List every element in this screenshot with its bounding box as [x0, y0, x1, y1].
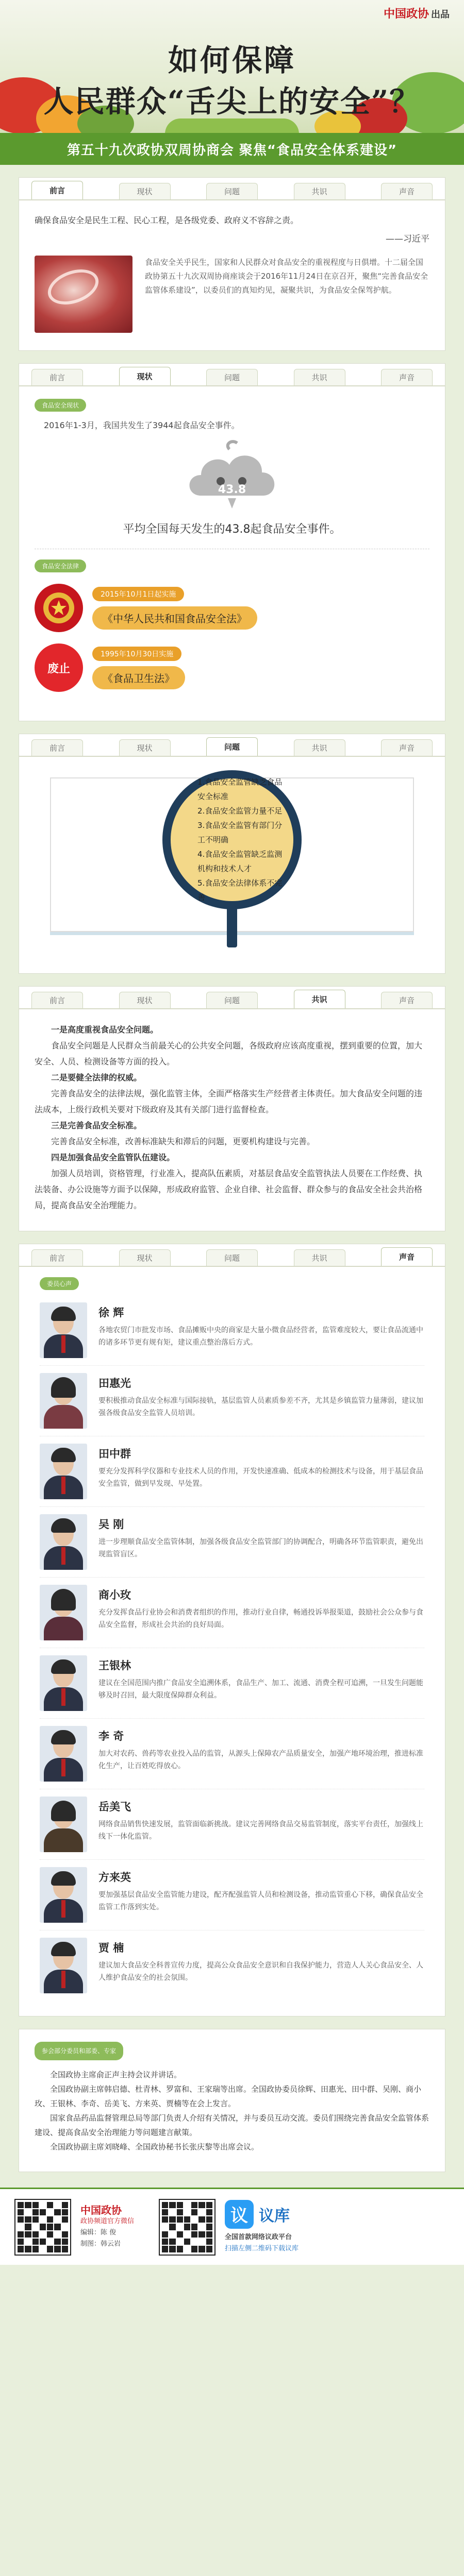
tab-problems[interactable]: 问题 [206, 1249, 258, 1266]
voice-item [40, 1648, 424, 1719]
consensus-paragraph: 加强人员培训，资格管理，行业准入，提高队伍素质，对基层食品安全监管执法人员要在工作经费、执法装备、办公设施等方面予以保障，形成政府监管、企业自律、社会监督、群众参与的食品安全社会共治格局，提高食品安全治理能力。 [35, 1168, 423, 1210]
page-title-line1: 如何保障 [168, 43, 296, 78]
voice-name: 岳美飞 [98, 1801, 131, 1813]
tab-status[interactable]: 现状 [119, 183, 171, 199]
law-name: 《中华人民共和国食品安全法》 [92, 606, 257, 630]
tab-bar [19, 987, 445, 1009]
law-item [35, 584, 429, 632]
voice-item [40, 1789, 424, 1860]
avatar [40, 1373, 87, 1429]
voice-name: 商小玫 [98, 1589, 131, 1601]
section-tag: 委员心声 [40, 1277, 79, 1290]
voice-text: 建议在全国范围内推广食品安全追溯体系，食品生产、加工、流通、消费全程可追溯，一旦发生问题能够及时召回，最大限度保障群众利益。 [98, 1679, 423, 1700]
ku-sub2: 扫描左侧二维码下载议库 [225, 2244, 299, 2252]
tab-preface[interactable]: 前言 [31, 181, 83, 199]
voice-text: 要积极推动食品安全标准与国际接轨，基层监管人员素质参差不齐，尤其是乡镇监管力量薄弱，建议加强各级食品安全监管人员培训。 [98, 1397, 423, 1417]
consensus-card [19, 986, 445, 1231]
problem-item: 善 [197, 893, 206, 902]
law-date-pill: 1995年10月30日实施 [92, 647, 181, 661]
law-name: 《食品卫生法》 [92, 666, 185, 689]
avatar [40, 1444, 87, 1499]
footer-editor: 编辑：陈 俊 [80, 2228, 117, 2236]
law-date-pill: 2015年10月1日起实施 [92, 587, 184, 601]
voices-card [19, 1244, 445, 2016]
voice-name: 方来英 [98, 1871, 131, 1884]
footer-designer: 制图：韩云岩 [80, 2240, 121, 2248]
avatar [40, 1585, 87, 1640]
tab-consensus[interactable]: 共识 [294, 1249, 345, 1266]
tab-preface[interactable]: 前言 [31, 1249, 83, 1266]
preface-intro: 食品安全关乎民生，国家和人民群众对食品安全的重视程度与日俱增。十二届全国政协第五十九次双周协商座谈会于2016年11月24日在京召开，聚焦“完善食品安全监管体系建设”，以委员们的真知灼见，凝聚共识，为食品安全保驾护航。 [145, 258, 428, 295]
avatar [40, 1302, 87, 1358]
voice-text: 进一步理顺食品安全监管体制，加强各级食品安全监管部门的协调配合，明确各环节监管职责，避免出现监管盲区。 [98, 1538, 423, 1558]
voice-text: 充分发挥食品行业协会和消费者组织的作用，推动行业自律，畅通投诉举报渠道，鼓励社会公众参与食品安全监督，形成社会共治的良好局面。 [98, 1608, 423, 1629]
tab-bar [19, 364, 445, 386]
participants-card [19, 2029, 445, 2172]
voice-item [40, 1719, 424, 1789]
ku-logo-icon: 议 [225, 2200, 254, 2229]
participants-paragraph: 全国政协主席俞正声主持会议并讲话。 [50, 2070, 182, 2079]
problem-item: 1.食品安全监管缺乏食品 [197, 777, 283, 787]
tab-bar [19, 734, 445, 757]
meat-image [35, 256, 132, 333]
tab-problems[interactable]: 问题 [206, 737, 258, 756]
participants-paragraph: 全国政协副主席韩启德、杜青林、罗富和、王家瑞等出席。全国政协委员徐辉、田惠光、田中群、吴刚、商小玫、王银林、李奇、岳美飞、方来英、贾楠等在会上发言。 [35, 2084, 422, 2108]
voice-text: 网络食品销售快速发展，监管面临新挑战。建议完善网络食品交易监管制度，落实平台责任，加强线上线下一体化监管。 [98, 1820, 423, 1841]
tab-bar [19, 1244, 445, 1267]
voice-text: 各地农贸门市批发市场、食品摊贩中央的商家是大量小微食品经营者，监管难度较大，要让食品流通中的诸多环节更有规有矩，建议重点整治落后方式。 [98, 1326, 423, 1347]
problems-list [171, 778, 293, 901]
problem-item: 机构和技术人才 [197, 864, 252, 873]
magnifier-handle [227, 906, 237, 947]
page-title-line2: 人民群众“舌尖上的安全”？ [43, 84, 421, 119]
avatar [40, 1726, 87, 1782]
avatar [40, 1867, 87, 1923]
consensus-paragraph: 完善食品安全标准，改善标准缺失和滞后的问题，更要机构建设与完善。 [51, 1137, 316, 1146]
smoke-cloud-icon [180, 439, 284, 516]
national-emblem-icon [35, 584, 83, 632]
qr-code-icon[interactable] [159, 2199, 216, 2256]
consensus-paragraph: 食品安全问题是人民群众当前最关心的公共安全问题，各级政府应该高度重视，摆到重要的位置，加大安全、人员、检测设备等方面的投入。 [35, 1041, 423, 1066]
tab-status[interactable]: 现状 [119, 739, 171, 756]
ku-title: 议库 [259, 2207, 290, 2225]
tab-preface[interactable]: 前言 [31, 992, 83, 1008]
cloud-value: 43.8 [218, 483, 246, 496]
ku-block [225, 2200, 299, 2255]
meeting-band [0, 133, 464, 165]
problem-item: 4.食品安全监管缺乏监测 [197, 850, 283, 859]
stat-caption: 平均全国每天发生的43.8起食品安全事件。 [123, 523, 341, 536]
voice-item [40, 1578, 424, 1648]
problem-item: 3.食品安全监管有部门分 [197, 821, 283, 830]
preface-quote: 确保食品安全是民生工程、民心工程，是各级党委、政府义不容辞之责。 [35, 215, 299, 225]
voice-name: 李 奇 [98, 1730, 124, 1742]
voice-item [40, 1507, 424, 1578]
voice-name: 王银林 [98, 1659, 131, 1672]
consensus-heading: 四是加强食品安全监管队伍建设。 [51, 1153, 175, 1162]
problem-item: 安全标准 [197, 792, 229, 801]
footer-brand-sub: 政协频道官方微信 [80, 2217, 135, 2225]
tab-consensus[interactable]: 共识 [294, 183, 345, 199]
voice-text: 加大对农药、兽药等农业投入品的监管，从源头上保障农产品质量安全，加强产地环境治理，推进标准化生产，让百姓吃得放心。 [98, 1750, 423, 1770]
voice-name: 田中群 [98, 1448, 131, 1460]
tab-consensus[interactable]: 共识 [294, 990, 345, 1008]
problems-card [19, 734, 445, 974]
tab-voices[interactable]: 声音 [381, 992, 433, 1008]
voice-text: 要充分发挥科学仪器和专业技术人员的作用，开发快速准确、低成本的检测技术与设备，用于基层食品安全监管，做到早发现、早处置。 [98, 1467, 423, 1488]
section-tag: 食品安全现状 [35, 399, 86, 412]
participants-paragraph: 全国政协副主席刘晓峰、全国政协秘书长张庆黎等出席会议。 [50, 2142, 259, 2151]
tab-voices[interactable]: 声音 [381, 1247, 433, 1266]
problem-item: 5.食品安全法律体系不完 [197, 878, 283, 888]
footer-brand: 中国政协 [80, 2204, 122, 2216]
consensus-heading: 三是完善食品安全标准。 [51, 1121, 142, 1130]
consensus-text [19, 1009, 445, 1231]
section-tag: 食品安全法律 [35, 560, 86, 572]
tab-consensus[interactable]: 共识 [294, 739, 345, 756]
tab-problems[interactable]: 问题 [206, 992, 258, 1008]
tab-voices[interactable]: 声音 [381, 739, 433, 756]
repealed-badge: 废止 [35, 643, 83, 692]
voice-name: 贾 楠 [98, 1942, 124, 1954]
participants-paragraph: 国家食品药品监督管理总局等部门负责人介绍有关情况，并与委员互动交流。委员们围绕完善食品安全监管体系建设、提高食品安全治理能力等问题建言献策。 [35, 2113, 429, 2137]
tab-status[interactable]: 现状 [119, 367, 171, 385]
status-card [19, 363, 445, 721]
voice-item [40, 1366, 424, 1436]
voice-item [40, 1295, 424, 1366]
avatar [40, 1655, 87, 1711]
voice-text: 要加强基层食品安全监管能力建设，配齐配强监管人员和检测设备，推动监管重心下移，确保食品安全监管工作落到实处。 [98, 1891, 423, 1911]
magnifier-icon [162, 770, 302, 909]
stat-line: 2016年1-3月，我国共发生了3944起食品安全事件。 [44, 420, 240, 430]
tab-status[interactable]: 现状 [119, 992, 171, 1008]
brand-logo: 中国政协 出品 [383, 8, 450, 21]
voice-item [40, 1436, 424, 1507]
tab-bar [19, 178, 445, 200]
problem-item: 工不明确 [197, 835, 229, 844]
avatar [40, 1938, 87, 1993]
avatar [40, 1514, 87, 1570]
tab-preface[interactable]: 前言 [31, 369, 83, 385]
footer [0, 2188, 464, 2265]
tab-consensus[interactable]: 共识 [294, 369, 345, 385]
ku-sub: 全国首款网络议政平台 [225, 2233, 292, 2241]
tab-voices[interactable]: 声音 [381, 369, 433, 385]
voice-text: 建议加大食品安全科普宣传力度，提高公众食品安全意识和自我保护能力，营造人人关心食品安全、人人维护食品安全的社会氛围。 [98, 1961, 423, 1982]
voice-item [40, 1860, 424, 1930]
tab-voices[interactable]: 声音 [381, 183, 433, 199]
consensus-heading: 一是高度重视食品安全问题。 [51, 1025, 159, 1035]
quote-author: ——习近平 [386, 234, 429, 244]
tab-problems[interactable]: 问题 [206, 183, 258, 199]
voice-list [40, 1295, 424, 2001]
footer-info [80, 2205, 134, 2250]
consensus-heading: 二是要健全法律的权威。 [51, 1073, 142, 1082]
qr-code-icon[interactable] [14, 2199, 71, 2256]
voice-item [40, 1930, 424, 2001]
voice-name: 吴 刚 [98, 1518, 124, 1531]
avatar [40, 1797, 87, 1852]
problem-item: 2.食品安全监管力量不足 [197, 806, 283, 816]
tab-status[interactable]: 现状 [119, 1249, 171, 1266]
section-tag: 参会部分委员和部委、专家 [35, 2042, 123, 2060]
tab-problems[interactable]: 问题 [206, 369, 258, 385]
preface-card [19, 177, 445, 351]
law-item [35, 643, 429, 692]
meeting-band-text: 第五十九次政协双周协商会 聚焦“食品安全体系建设” [67, 142, 397, 158]
tab-preface[interactable]: 前言 [31, 739, 83, 756]
consensus-paragraph: 完善食品安全的法律法规，强化监管主体，全面严格落实生产经营者主体责任。加大食品安全问题的违法成本，上级行政机关要对下级政府及其有关部门进行监督检查。 [35, 1089, 423, 1114]
hero-banner [0, 0, 464, 165]
problems-illustration [29, 767, 435, 953]
voice-name: 徐 辉 [98, 1307, 124, 1319]
voice-name: 田惠光 [98, 1377, 131, 1389]
